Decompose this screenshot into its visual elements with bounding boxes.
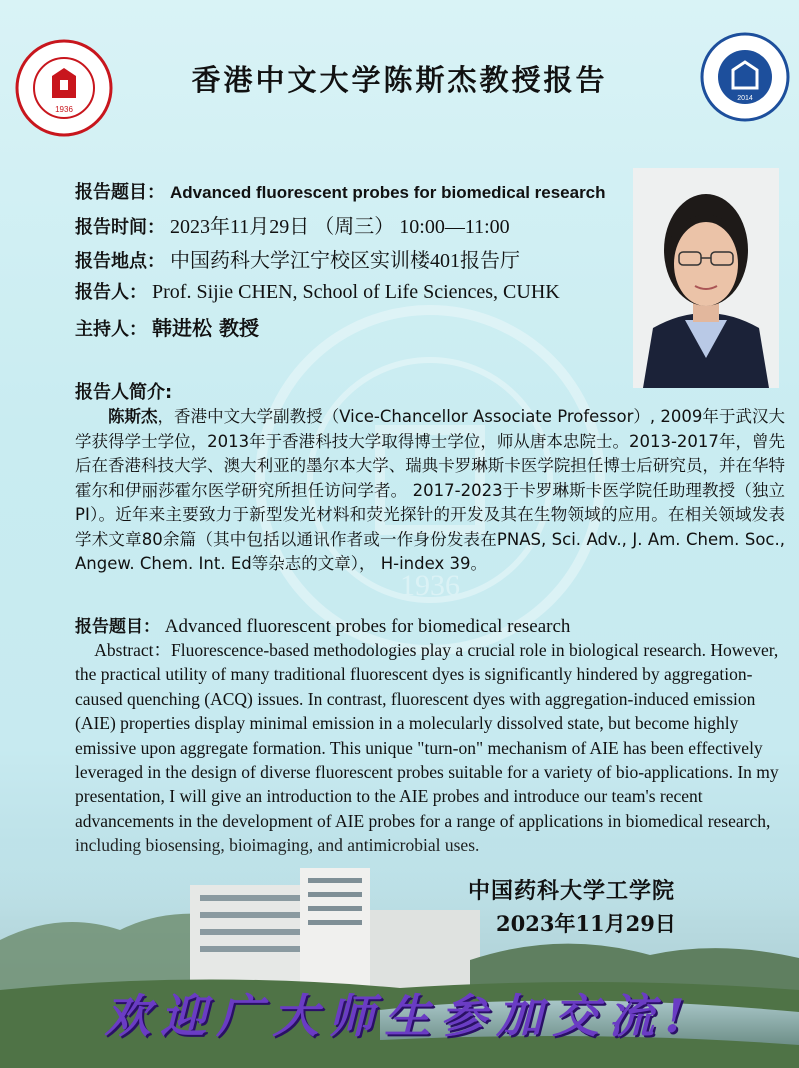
- abstract-topic-label: 报告题目：: [75, 617, 160, 637]
- welcome-slogan: 欢迎广大师生参加交流!: [104, 989, 695, 1043]
- speaker-photo: [633, 168, 779, 388]
- info-topic: [75, 178, 606, 204]
- organizer: 中国药科大学工学院: [468, 878, 676, 904]
- abstract-topic-value: Advanced fluorescent probes for biomedical research: [164, 616, 571, 637]
- info-speaker: [75, 278, 560, 304]
- speaker-label: 报告人：: [75, 282, 147, 303]
- info-host: [75, 312, 259, 341]
- host-value: 韩进松 教授: [152, 316, 259, 340]
- time-value: 2023年11月29日 （周三） 10:00—11:00: [170, 216, 510, 238]
- left-logo-year: 1936: [55, 105, 73, 114]
- watermark-year: 1936: [400, 569, 460, 602]
- host-label: 主持人：: [75, 319, 147, 340]
- right-logo-year: 2014: [737, 95, 753, 102]
- topic-label: 报告题目：: [75, 182, 165, 203]
- bio-text: ，香港中文大学副教授（Vice-Chancellor Associate Professor）, 2009年于武汉大学获得学士学位，2013年于香港科技大学取得博士学位，师从唐本忠院士。2013-2017年，曾先后在香港科技大学、澳大利亚的墨尔本大学、瑞典卡罗琳斯卡医学院担任博士后研究员，并在华特霍尔和伊丽莎霍尔医学研究所担任访问学者。 2017-2023于卡罗琳斯卡医学院任助理教授（独立PI）。近年来主要致力于新型发光材料和荧光探针的开发及其在生物领域的应用。在相关领域发表学术文章80余篇（其中包括以通讯作者或一作身份发表在PNAS, Sci. Adv., J. Am. Chem. Soc., Angew. Chem. Int. Ed等杂志的文章）， H-index 39。: [75, 407, 785, 573]
- abstract-topic: [75, 612, 570, 638]
- topic-value: Advanced fluorescent probes for biomedical research: [170, 183, 606, 202]
- info-time: [75, 210, 510, 239]
- bio-name: 陈斯杰: [108, 407, 158, 426]
- poster-date: 2023年11月29日: [496, 911, 676, 936]
- bio-title: 报告人简介:: [75, 382, 173, 403]
- time-label: 报告时间：: [75, 217, 165, 238]
- place-label: 报告地点：: [75, 251, 165, 272]
- info-place: [75, 244, 520, 273]
- place-value: 中国药科大学江宁校区实训楼401报告厅: [170, 250, 520, 272]
- poster-title: 香港中文大学陈斯杰教授报告: [191, 63, 608, 97]
- abstract-text: Abstract：Fluorescence-based methodologies play a crucial role in biological research. However, the practical utility of many traditional fluorescent dyes is significantly hindered by aggregation-caused quenching (ACQ) issues. In contrast, fluorescent dyes with aggregation-induced emission (AIE) properties display minimal emission in a molecularly dissolved state, but become highly emissive upon aggregate formation. This unique "turn-on" mechanism of AIE has been effectively leveraged in the design of diverse fluorescent probes suitable for a variety of bio-applications. In my presentation, I will give an introduction to the AIE probes and introduce our team's recent advancements in the development of AIE probes for a range of applications in biomedical research,: [75, 640, 779, 831]
- bio-body: [75, 405, 785, 577]
- speaker-value: Prof. Sijie CHEN, School of Life Sciences, CUHK: [152, 281, 560, 303]
